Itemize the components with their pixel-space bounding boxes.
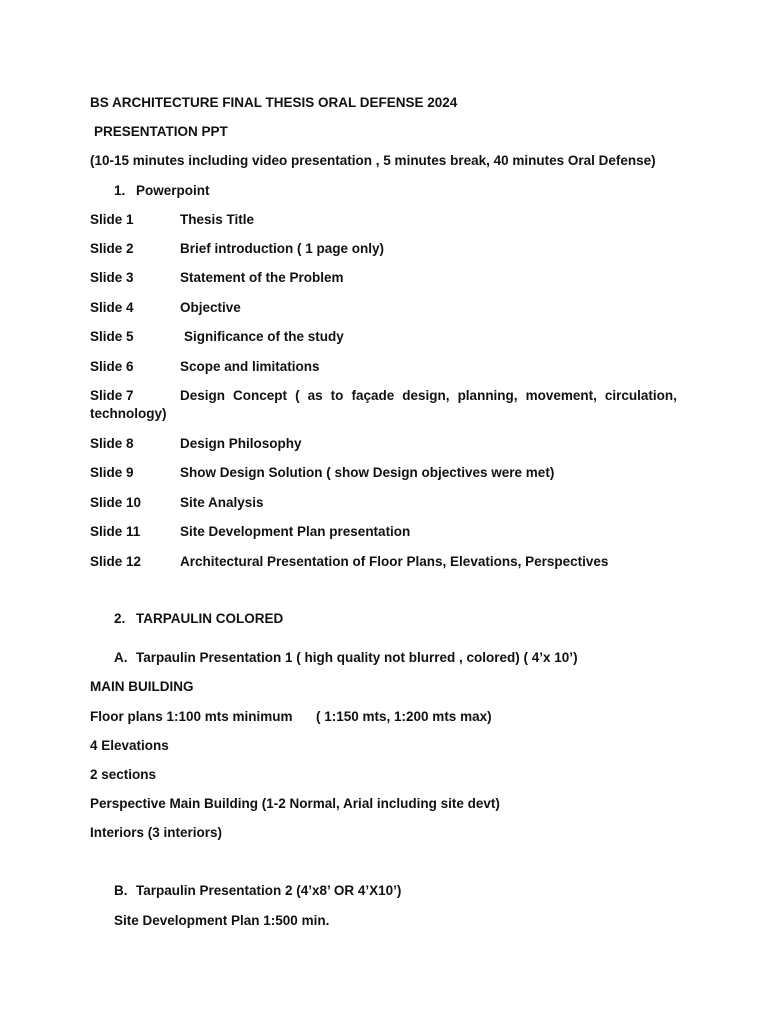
word: façade: [351, 388, 395, 403]
slide-text: Architectural Presentation of Floor Plans, Elevations, Perspectives: [180, 554, 609, 569]
slide-label: Slide 3: [90, 270, 134, 285]
sections-text: 2 sections: [90, 767, 157, 782]
word: circulation,: [604, 388, 677, 403]
floor-plans-range: ( 1:150 mts, 1:200 mts max): [316, 709, 492, 724]
slide-label: Slide 7: [90, 388, 134, 403]
slide-label: Slide 12: [90, 554, 142, 569]
timing-note: (10-15 minutes including video presentation , 5 minutes break, 40 minutes Oral Defense): [90, 153, 656, 168]
section-1-label: Powerpoint: [136, 183, 210, 198]
slide-label: Slide 11: [90, 524, 141, 539]
section-2-number: 2.: [114, 611, 126, 626]
word: to: [330, 388, 344, 403]
floor-plans-text: Floor plans 1:100 mts minimum: [90, 709, 293, 724]
slide-label: Slide 1: [90, 212, 134, 227]
slide-text: Significance of the study: [184, 329, 344, 344]
slide-label: Slide 2: [90, 241, 134, 256]
elevations-text: 4 Elevations: [90, 738, 169, 753]
tarp-a-label: Tarpaulin Presentation 1 ( high quality not blurred , colored) ( 4’x 10’): [136, 650, 578, 665]
word: movement,: [525, 388, 597, 403]
tarp-a-letter: A.: [114, 650, 128, 665]
main-building-heading: MAIN BUILDING: [90, 679, 194, 694]
word: as: [307, 388, 323, 403]
slide-label: Slide 8: [90, 436, 134, 451]
slide-text: Statement of the Problem: [180, 270, 344, 285]
word: (: [295, 388, 300, 403]
slide-label: Slide 5: [90, 329, 134, 344]
word: Design: [180, 388, 226, 403]
interiors-text: Interiors (3 interiors): [90, 825, 223, 840]
document-subtitle: PRESENTATION PPT: [94, 124, 228, 139]
slide-text: Design Philosophy: [180, 436, 302, 451]
slide-text: Scope and limitations: [180, 359, 320, 374]
word: design,: [402, 388, 450, 403]
word: Concept: [233, 388, 288, 403]
slide-text: Brief introduction ( 1 page only): [180, 241, 385, 256]
perspective-text: Perspective Main Building (1-2 Normal, Arial including site devt): [90, 796, 500, 811]
tarp-b-label: Tarpaulin Presentation 2 (4’x8’ OR 4’X10’): [136, 883, 402, 898]
word: planning,: [457, 388, 518, 403]
site-development-text: Site Development Plan 1:500 min.: [114, 913, 330, 928]
slide-label: Slide 10: [90, 495, 142, 510]
slide-text: Show Design Solution ( show Design objectives were met): [180, 465, 555, 480]
section-2-label: TARPAULIN COLORED: [136, 611, 284, 626]
slide-label: Slide 6: [90, 359, 134, 374]
slide-text: Site Analysis: [180, 495, 264, 510]
tarp-b-letter: B.: [114, 883, 128, 898]
slide-label: Slide 4: [90, 300, 134, 315]
slide-text: Thesis Title: [180, 212, 255, 227]
slide-7-continuation: technology): [90, 406, 167, 421]
slide-7-text: [180, 387, 677, 405]
slide-7-block: [90, 387, 677, 423]
slide-label: Slide 9: [90, 465, 134, 480]
document-title: BS ARCHITECTURE FINAL THESIS ORAL DEFENSE 2024: [90, 95, 458, 110]
slide-text: Site Development Plan presentation: [180, 524, 411, 539]
slide-text: Objective: [180, 300, 241, 315]
section-1-number: 1.: [114, 183, 126, 198]
